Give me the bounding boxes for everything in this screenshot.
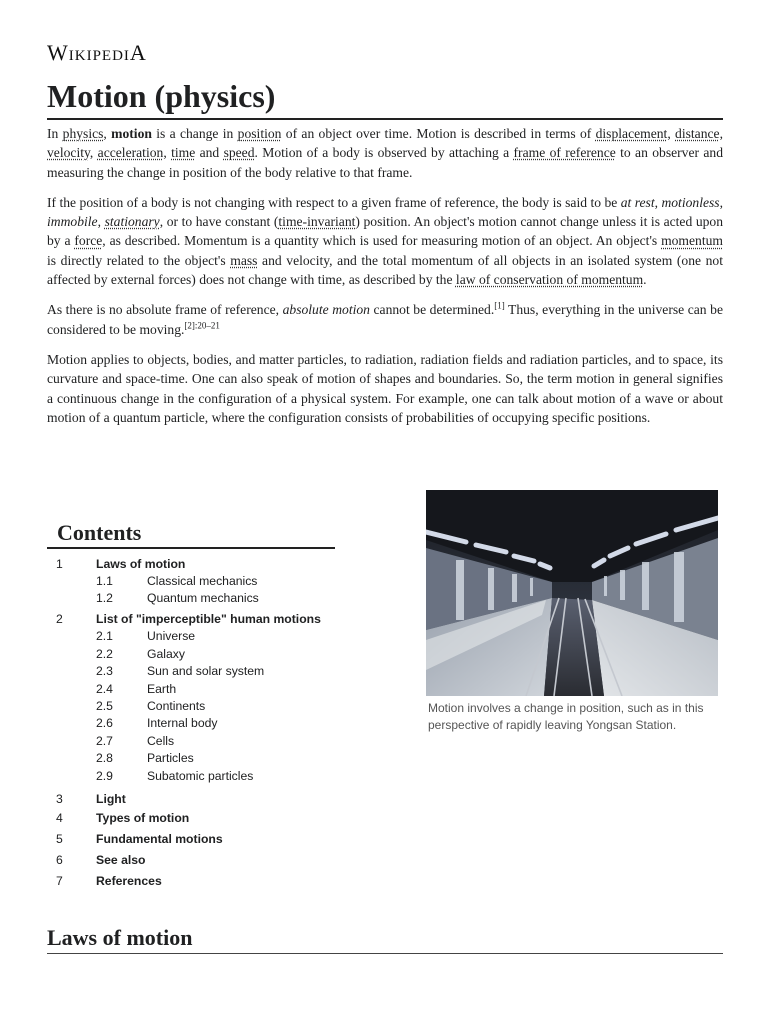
reference-1[interactable]: [1] — [494, 300, 505, 311]
toc-item-internal-body[interactable]: 2.6 Internal body — [96, 716, 218, 731]
toc-list — [47, 555, 335, 891]
article-body — [47, 124, 723, 438]
wikipedia-wordmark[interactable]: WikipediA — [47, 40, 147, 65]
toc-item-light[interactable]: 3 Light — [56, 791, 126, 806]
toc-item-references[interactable]: 7 References — [56, 873, 162, 888]
link-mass[interactable]: mass — [230, 252, 258, 268]
intro-paragraph-3: As there is no absolute frame of reference, absolute motion cannot be determined.[1] Thus, everything in the universe can be considered to be moving.$^{[2]:20-21}$ — [47, 300, 723, 337]
toc-title: Contents — [47, 520, 335, 549]
link-distance[interactable]: distance — [675, 126, 720, 141]
toc-item-quantum-mechanics[interactable]: 1.2 Quantum mechanics — [96, 591, 259, 606]
toc-item-imperceptible-motions[interactable]: 2 List of "imperceptible" human motions — [56, 612, 321, 627]
link-conservation-of-momentum[interactable]: law of conservation of momentum — [455, 272, 644, 288]
reference-2[interactable]: [2]:20–21 — [184, 320, 220, 331]
intro-paragraph-4: Motion applies to objects, bodies, and matter particles, to radiation, radiation fields and radiation particles, and to space, its curvature and space-time. One can also speak of motion of shapes and boundaries. So, the term motion in general signifies a continuous change in the configuration of a physical system. For example, one can talk about motion of a wave or about motion of a quantum particle, where the configuration consists of probabilities of occupying specific positions. — [47, 351, 723, 425]
figure-caption: Motion involves a change in position, such as in this perspective of rapidly leaving Yongsan Station. — [428, 701, 704, 732]
toc-item-subatomic-particles[interactable]: 2.9 Subatomic particles — [96, 768, 254, 783]
toc-item-classical-mechanics[interactable]: 1.1 Classical mechanics — [96, 573, 258, 588]
station-motion-photo[interactable] — [426, 490, 718, 696]
toc-item-types-of-motion[interactable]: 4 Types of motion — [56, 810, 190, 825]
link-stationary[interactable]: stationary — [104, 214, 160, 230]
table-of-contents — [47, 520, 335, 891]
intro-paragraph-1: In physics, motion is a change in position of an object over time. Motion is described in terms of displacement, distance, velocity, acceleration, time and speed. Motion of a body is observed by attaching a frame of reference to an observer and measuring the change in position of the body relative to that frame. — [47, 126, 724, 180]
figure — [426, 490, 718, 733]
toc-item-galaxy[interactable]: 2.2 Galaxy — [96, 646, 185, 661]
intro-paragraph-2: If the position of a body is not changing with respect to a given frame of reference, the body is said to be at rest, motionless, immobile, stationary, or to have constant (time-invariant) position. An object's motion cannot change unless it is acted upon by a force, as described. Momentum is a quantity which is used for measuring motion of an object. An object's momentum is directly related to the object's mass and velocity, and the total momentum of all objects in an isolated system (one not affected by external forces) does not change with time, as described by the law of conservation of momentum. — [47, 194, 724, 288]
link-momentum[interactable]: momentum — [661, 233, 723, 249]
toc-item-continents[interactable]: 2.5 Continents — [96, 699, 206, 714]
link-frame-of-reference[interactable]: frame of reference — [513, 145, 616, 161]
toc-item-sun-and-solar-system[interactable]: 2.3 Sun and solar system — [96, 664, 265, 679]
link-speed[interactable]: speed — [223, 145, 255, 161]
link-position[interactable]: position — [237, 126, 282, 141]
toc-item-laws-of-motion[interactable]: 1 Laws of motion — [56, 556, 186, 571]
link-time-invariant[interactable]: time-invariant — [278, 214, 356, 230]
link-time[interactable]: time — [171, 145, 196, 161]
toc-item-cells[interactable]: 2.7 Cells — [96, 733, 175, 748]
link-acceleration[interactable]: acceleration — [97, 145, 164, 161]
link-physics[interactable]: physics — [62, 126, 104, 141]
link-force[interactable]: force — [74, 233, 103, 249]
section-heading-laws-of-motion: Laws of motion — [47, 924, 723, 954]
toc-item-see-also[interactable]: 6 See also — [56, 852, 146, 867]
toc-item-earth[interactable]: 2.4 Earth — [96, 681, 177, 696]
toc-item-universe[interactable]: 2.1 Universe — [96, 629, 196, 644]
link-displacement[interactable]: displacement — [595, 126, 668, 141]
toc-item-particles[interactable]: 2.8 Particles — [96, 751, 194, 766]
link-velocity[interactable]: velocity — [47, 145, 90, 161]
page-title: Motion (physics) — [47, 76, 723, 120]
toc-item-fundamental-motions[interactable]: 5 Fundamental motions — [56, 831, 223, 846]
